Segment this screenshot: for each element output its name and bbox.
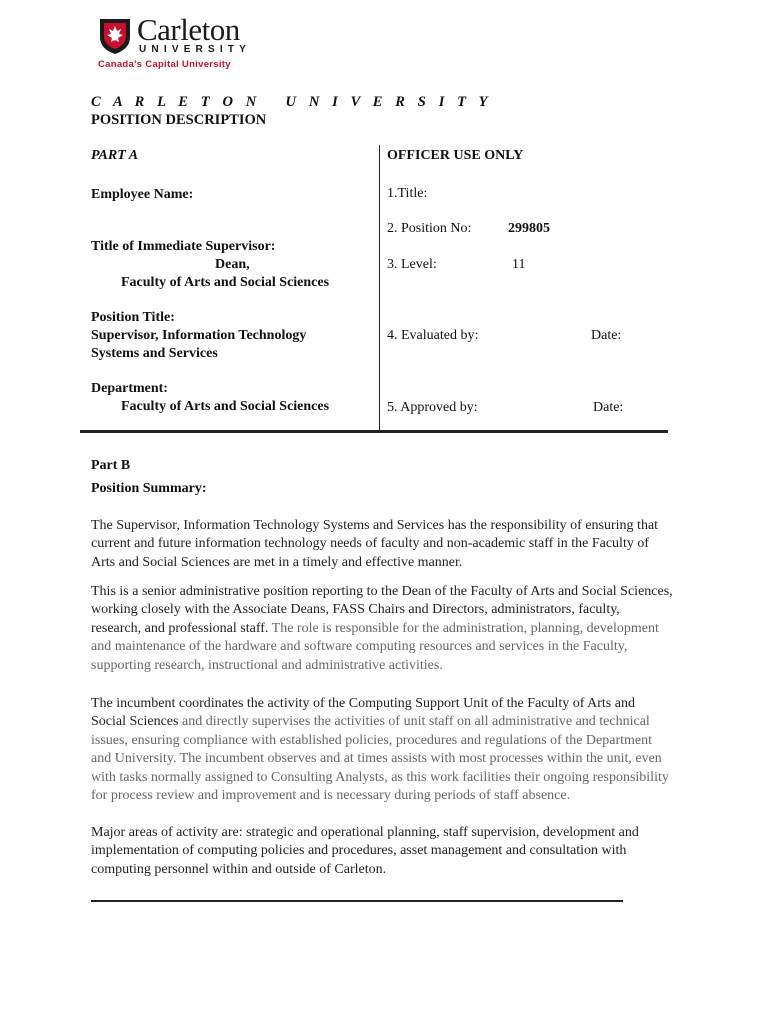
paragraph-line: The Supervisor, Information Technology Systems and Services has the responsibility of ensuring that — [91, 518, 659, 533]
position-no-label: 2. Position No: — [387, 221, 472, 236]
carleton-shield-logo-icon — [98, 17, 132, 55]
paragraph-line: computing personnel within and outside of Carleton. — [91, 861, 387, 877]
supervisor-label: Title of Immediate Supervisor: — [91, 239, 276, 254]
paragraph-line: Major areas of activity are: strategic and operational planning, staff supervision, development and — [91, 825, 639, 840]
paragraph-line: and University. The incumbent observes and at times assists with most processes within the unit, even — [91, 751, 662, 767]
paragraph-line — [91, 713, 751, 731]
officer-title-label: 1.Title: — [387, 186, 428, 201]
part-b-label: Part B — [91, 458, 131, 473]
position-title-value-line2: Systems and Services — [91, 346, 218, 361]
paragraph-line: Arts and Social Sciences are met in a timely and effective manner. — [91, 554, 463, 570]
summary-paragraph-4 — [91, 824, 751, 879]
paragraph-fragment: Social Sciences — [91, 714, 179, 730]
position-no-value: 299805 — [508, 221, 550, 236]
paragraph-line: with tasks normally assigned to Consulting Analysts, as this work facilities their ongoing responsibility — [91, 769, 669, 785]
officer-use-label: OFFICER USE ONLY — [387, 148, 524, 163]
summary-paragraph-2 — [91, 583, 751, 675]
position-title-value-line1: Supervisor, Information Technology — [91, 328, 307, 343]
summary-paragraph-3 — [91, 695, 751, 805]
paragraph-line: The incumbent coordinates the activity of the Computing Support Unit of the Faculty of Arts and — [91, 696, 635, 711]
paragraph-fragment: research, and professional staff. — [91, 620, 269, 636]
paragraph-line: current and future information technology needs of faculty and non-academic staff in the Faculty of — [91, 536, 649, 552]
logo-university: UNIVERSITY — [139, 44, 252, 55]
supervisor-value-line2: Faculty of Arts and Social Sciences — [121, 275, 330, 290]
employee-name-label: Employee Name: — [91, 187, 194, 202]
position-title-label: Position Title: — [91, 310, 175, 325]
paragraph-line: issues, ensuring compliance with established policies, procedures and regulations of the Department — [91, 732, 653, 748]
column-divider — [379, 145, 380, 433]
level-value: 11 — [512, 257, 526, 272]
approved-date-label: Date: — [593, 400, 624, 415]
level-label: 3. Level: — [387, 257, 437, 272]
part-a-label: PART A — [91, 148, 139, 163]
paragraph-line: This is a senior administrative position reporting to the Dean of the Faculty of Arts and Social Sciences, — [91, 584, 673, 599]
university-heading: C A R L E T O N U N I V E R S I T Y — [91, 94, 493, 110]
logo-wordmark: Carleton — [137, 12, 240, 47]
approved-by-label: 5. Approved by: — [387, 400, 478, 415]
paragraph-fragment: and directly supervises the activities of unit staff on all administrative and technical — [178, 714, 650, 730]
part-a-bottom-rule — [80, 430, 668, 433]
document-title: POSITION DESCRIPTION — [91, 112, 267, 128]
paragraph-line — [91, 620, 751, 638]
paragraph-line: and maintenance of the hardware and software computing resources and services in the Faculty, — [91, 639, 628, 655]
position-summary-label: Position Summary: — [91, 481, 207, 496]
department-value: Faculty of Arts and Social Sciences — [121, 399, 330, 414]
department-label: Department: — [91, 381, 168, 396]
paragraph-line: working closely with the Associate Deans, FASS Chairs and Directors, administrators, faculty, — [91, 602, 620, 618]
summary-paragraph-1 — [91, 517, 751, 572]
signature-rule — [91, 900, 623, 902]
logo-tagline: Canada's Capital University — [98, 59, 231, 70]
evaluated-date-label: Date: — [591, 328, 622, 343]
supervisor-value-line1: Dean, — [215, 257, 250, 272]
paragraph-line: implementation of computing policies and procedures, asset management and consultation with — [91, 843, 627, 859]
paragraph-fragment: The role is responsible for the administration, planning, development — [268, 620, 659, 636]
paragraph-line: supporting research, instructional and administrative activities. — [91, 657, 443, 673]
evaluated-by-label: 4. Evaluated by: — [387, 328, 479, 343]
paragraph-line: for process review and improvement and is necessary during periods of staff absence. — [91, 788, 571, 804]
